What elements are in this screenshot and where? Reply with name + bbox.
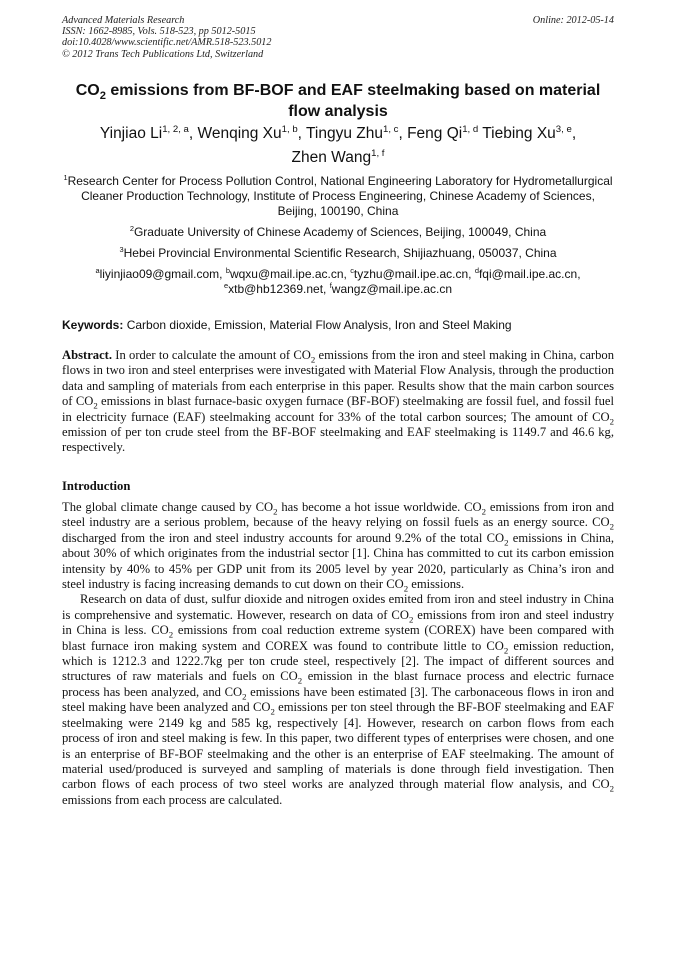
author-affil-mark: 1, c <box>382 123 399 135</box>
author-affil-mark: 1, 2, a <box>162 123 189 135</box>
author-name: Wenqing Xu <box>197 125 282 142</box>
subscript: 2 <box>609 521 614 532</box>
subscript: 2 <box>270 706 275 717</box>
paper-title <box>62 80 614 122</box>
section-heading: Introduction <box>62 479 131 493</box>
subscript: 2 <box>93 400 98 411</box>
affiliation <box>62 225 614 240</box>
affiliation-text: Hebei Provincial Environmental Scientific Research, Shijiazhuang, 050037, China <box>123 246 557 260</box>
subscript: 2 <box>504 537 509 548</box>
introduction-body <box>62 500 614 808</box>
text-run: emissions from each process are calculated. <box>62 792 283 807</box>
text-run: emissions have been estimated [3]. The carbonaceous flows in iron and steel making have been analyzed and CO <box>62 684 614 715</box>
text-run: emissions from iron and steel industry in China is less. CO <box>62 607 614 638</box>
paragraph <box>62 592 614 808</box>
email-address: tyzhu@mail.ipe.ac.cn <box>353 267 469 281</box>
email-mark: a <box>95 266 100 275</box>
keywords-label: Keywords: <box>62 318 124 332</box>
email-address: wqxu@mail.ipe.ac.cn <box>229 267 344 281</box>
subscript: 2 <box>310 354 316 365</box>
author-affil-mark: 1, d <box>462 123 479 135</box>
text-run: emissions. <box>408 577 465 592</box>
subscript: 2 <box>168 629 174 640</box>
title-text: CO <box>75 82 100 99</box>
author-name: Tiebing Xu <box>482 125 556 142</box>
affiliation-mark: 2 <box>129 224 134 233</box>
subscript: 2 <box>242 691 247 702</box>
keywords <box>62 318 614 333</box>
affiliations <box>62 174 614 303</box>
text-run: In order to calculate the amount of CO <box>112 348 311 362</box>
email-address: liyinjiao09@gmail.com <box>99 267 220 281</box>
copyright-line: © 2012 Trans Tech Publications Ltd, Switzerland <box>62 48 264 60</box>
subscript: 2 <box>273 506 278 517</box>
author-name: Yinjiao Li <box>99 125 163 142</box>
online-date: Online: 2012-05-14 <box>532 15 614 26</box>
email-mark: e <box>223 281 229 290</box>
text-run: emissions in blast furnace-basic oxygen furnace (BF-BOF) steelmaking are fossil fuel, and fossil fuel in electricity furnace (EAF) steelmaking account for 33% of the total carbon sources; The amount of CO <box>62 394 614 424</box>
text-run: has become a hot issue worldwide. CO <box>277 500 482 514</box>
email-mark: b <box>225 266 230 275</box>
journal-header <box>62 15 614 60</box>
text-run: Research on data of dust, sulfur dioxide and nitrogen oxides emited from iron and steel industry in China is comprehensive and systematic. However, research on data of CO <box>62 592 614 622</box>
abstract-label: Abstract. <box>62 348 113 362</box>
affiliation-mark: 3 <box>119 245 124 254</box>
email-mark: d <box>474 266 479 275</box>
email-address: fqi@mail.ipe.ac.cn, <box>478 267 581 281</box>
email-address: wangz@mail.ipe.ac.cn <box>331 282 453 296</box>
author-separator: , <box>188 125 198 142</box>
title-subscript: 2 <box>99 90 106 103</box>
affiliation-list <box>62 174 614 261</box>
affiliation <box>62 174 614 219</box>
text-run: emission in the blast furnace process and electric furnace process has been analyzed, and CO <box>62 669 614 699</box>
subscript: 2 <box>609 783 614 794</box>
text-run: emission of per ton crude steel from the BF-BOF steelmaking and EAF steelmaking is 1149.7 and 46.6 kg, respectively. <box>62 425 614 455</box>
author-separator: , <box>571 125 577 142</box>
email-separator: , <box>468 267 475 281</box>
affiliation-text: Research Center for Process Pollution Control, National Engineering Laboratory for Hydrometallurgical Cleaner Production Technology, Institute of Process Engineering, Chinese Academy of Sciences, Beijing, 100190, China <box>67 174 613 218</box>
text-run: emissions from iron and steel industry are a serious problem, because of the heavy relying on fossil fuels as an energy source. CO <box>62 500 614 530</box>
text-run: The global climate change caused by CO <box>62 500 274 514</box>
email-mark: c <box>350 266 354 275</box>
author-name: Feng Qi <box>407 125 463 142</box>
author-list <box>62 122 614 170</box>
text-run: emission reduction, which is 1212.3 and 1222.7kg per ton crude steel, respectively [2]. The impact of different sources and structures of raw materials and fuels on CO <box>62 638 614 684</box>
author-affil-mark: 3, e <box>555 123 572 135</box>
title-text: emissions from BF-BOF and EAF steelmaking based on material flow analysis <box>105 82 601 120</box>
keywords-text: Carbon dioxide, Emission, Material Flow Analysis, Iron and Steel Making <box>126 318 512 332</box>
author-separator: , <box>297 125 307 142</box>
journal-name: Advanced Materials Research <box>62 15 185 26</box>
text-run: emissions from the iron and steel making in China, carbon flows in two iron and steel enterprises were investigated with Material Flow Analysis, through the production data and sampling of materials from each enterprise in this paper. Results show that the main carbon sources of CO <box>62 348 614 409</box>
abstract-text <box>62 348 614 454</box>
doi-line: doi:10.4028/www.scientific.net/AMR.518-523.5012 <box>62 37 272 49</box>
email-separator: , <box>219 267 226 281</box>
issn-line: ISSN: 1662-8985, Vols. 518-523, pp 5012-5015 <box>62 26 256 38</box>
email-separator: , <box>323 282 330 296</box>
subscript: 2 <box>403 583 409 594</box>
subscript: 2 <box>609 416 614 427</box>
author-affil-mark: 1, f <box>371 147 385 159</box>
text-run: emissions per ton steel through the BF-BOF steelmaking and EAF steelmaking were 2149 kg and 585 kg, respectively [4]. However, research on carbon flows from each process of iron and steel making is few. In this paper, two different types of enterprises were chosen, and one is an enterprise of BF-BOF steelmaking and the other is an enterprise of EAF steelmaking. The amount of material used/produced is surveyed and sampling of materials is done through field investigation. Then carbon flows of each process of two steel works are analyzed through material flow analysis, and CO <box>62 700 615 792</box>
author-separator: , <box>398 125 408 142</box>
affiliation-text: Graduate University of Chinese Academy of Sciences, Beijing, 100049, China <box>133 225 547 239</box>
author-name: Zhen Wang <box>291 149 372 166</box>
subscript: 2 <box>408 614 414 625</box>
affiliation <box>62 246 614 261</box>
text-run: emissions in China, about 30% of which originates from the industrial sector [1]. China has committed to cut its carbon emission intensity by 40% to 45% per GDP unit from its 2005 level by year 2020, particularly as China’s iron and steel industry is facing increasing demands to cut down on their CO <box>62 530 614 592</box>
paragraph <box>62 500 614 592</box>
email-mark: f <box>329 281 332 290</box>
text-run: emissions from coal reduction extreme system (COREX) have been compared with blast furnace iron making system and COREX was found to contribute little to CO <box>62 623 614 653</box>
abstract <box>62 348 614 456</box>
subscript: 2 <box>297 675 303 686</box>
author-affil-mark: 1, b <box>281 123 298 135</box>
author-name: Tingyu Zhu <box>306 125 383 142</box>
email-separator: , <box>343 267 351 281</box>
subscript: 2 <box>503 645 509 656</box>
text-run: discharged from the iron and steel industry accounts for around 9.2% of the total CO <box>62 530 505 545</box>
subscript: 2 <box>481 506 487 517</box>
email-list <box>62 267 614 297</box>
affiliation-mark: 1 <box>63 173 68 182</box>
email-address: xtb@hb12369.net <box>228 282 324 296</box>
